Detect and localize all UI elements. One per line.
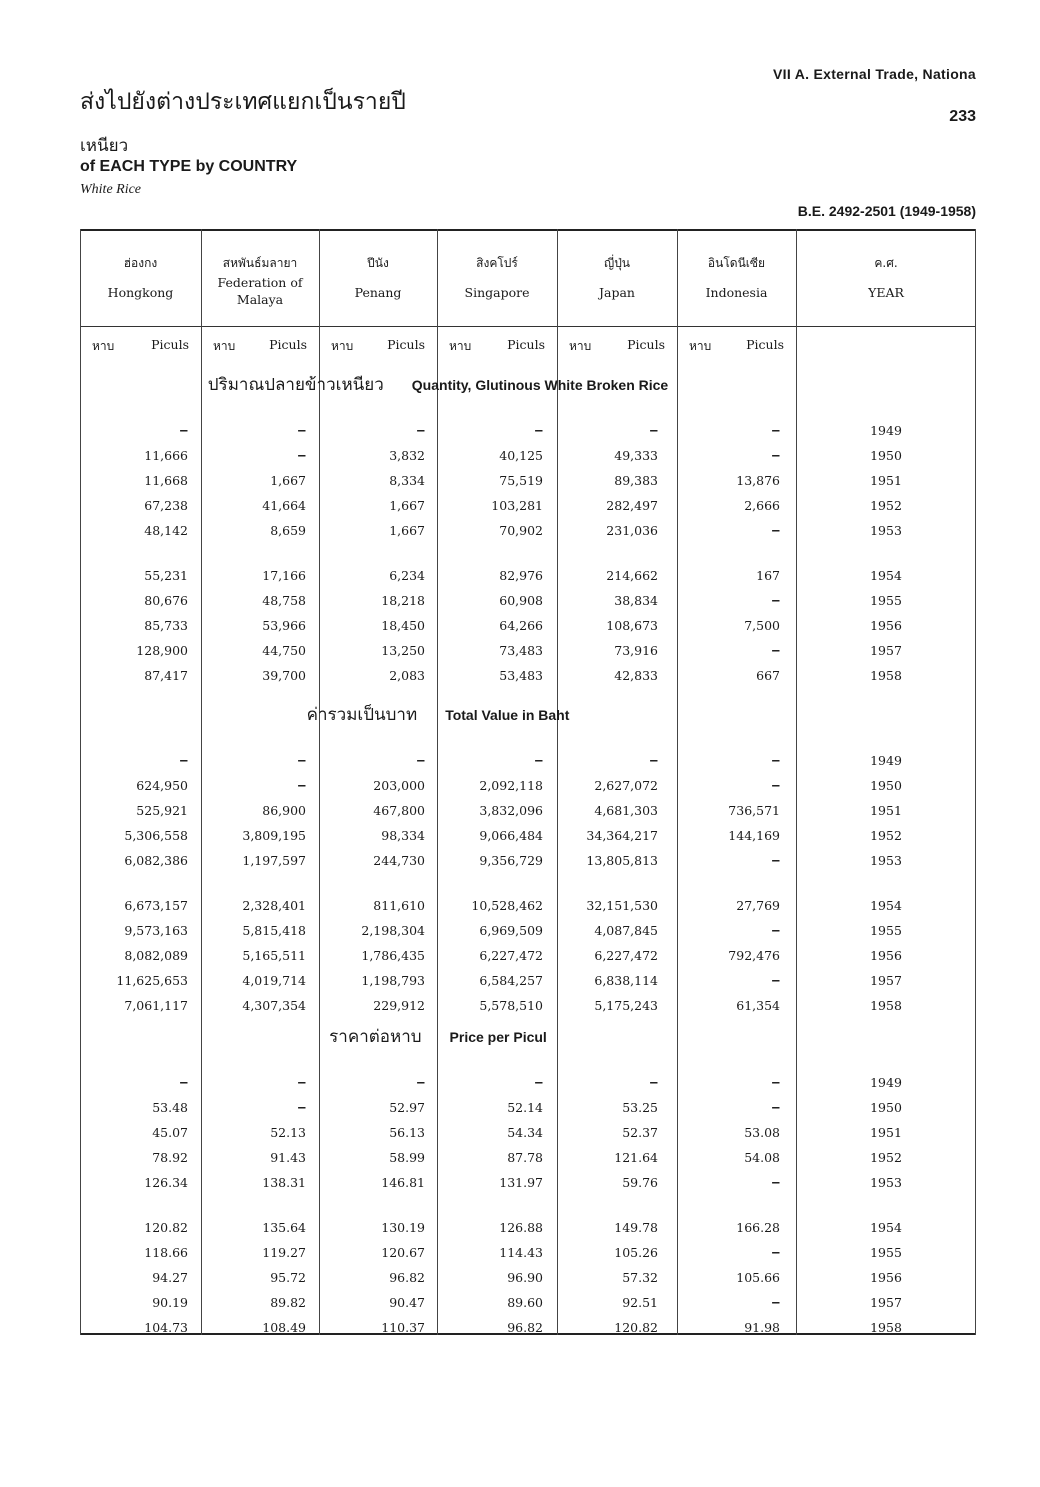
- value-cell: –: [534, 752, 543, 769]
- value-cell: 167: [756, 568, 780, 583]
- column-header-thai: ค.ศ.: [874, 256, 898, 270]
- value-cell: 52.37: [622, 1125, 658, 1140]
- value-cell: 53.25: [622, 1100, 658, 1115]
- value-cell: –: [534, 1074, 543, 1091]
- value-cell: 73,916: [614, 643, 658, 658]
- value-cell: 8,659: [270, 523, 306, 538]
- section-title-english: Price per Picul: [449, 1029, 547, 1045]
- page-number: 233: [949, 108, 976, 125]
- value-cell: 135.64: [262, 1220, 306, 1235]
- value-cell: –: [771, 642, 780, 659]
- value-cell: 8,082,089: [124, 948, 188, 963]
- value-cell: 6,227,472: [594, 948, 658, 963]
- value-cell: 3,832: [389, 448, 425, 463]
- unit-english: Piculs: [627, 337, 665, 352]
- data-table: [80, 229, 976, 1335]
- value-cell: 70,902: [499, 523, 543, 538]
- value-cell: 6,082,386: [124, 853, 188, 868]
- value-cell: 2,092,118: [479, 778, 543, 793]
- table-row: [80, 896, 976, 916]
- value-cell: 89.82: [270, 1295, 306, 1310]
- value-cell: 105.26: [614, 1245, 658, 1260]
- value-cell: 92.51: [622, 1295, 658, 1310]
- value-cell: 90.47: [389, 1295, 425, 1310]
- value-cell: 80,676: [144, 593, 188, 608]
- column-header: [201, 255, 319, 308]
- value-cell: –: [297, 1099, 306, 1116]
- year-cell: 1955: [870, 593, 902, 608]
- value-cell: 5,165,511: [242, 948, 306, 963]
- value-cell: –: [771, 422, 780, 439]
- year-cell: 1950: [870, 778, 902, 793]
- table-row: [80, 1243, 976, 1263]
- table-row: [80, 1173, 976, 1193]
- value-cell: 5,578,510: [479, 998, 543, 1013]
- value-cell: 91.43: [270, 1150, 306, 1165]
- value-cell: 2,198,304: [361, 923, 425, 938]
- value-cell: 118.66: [144, 1245, 188, 1260]
- year-cell: 1949: [870, 1075, 902, 1090]
- value-cell: 54.08: [744, 1150, 780, 1165]
- year-cell: 1953: [870, 1175, 902, 1190]
- table-row: [80, 801, 976, 821]
- value-cell: 3,832,096: [479, 803, 543, 818]
- year-cell: 1956: [870, 948, 902, 963]
- value-cell: 1,667: [270, 473, 306, 488]
- value-cell: 58.99: [389, 1150, 425, 1165]
- value-cell: 9,066,484: [479, 828, 543, 843]
- value-cell: 121.64: [614, 1150, 658, 1165]
- table-row: [80, 1268, 976, 1288]
- value-cell: 3,809,195: [242, 828, 306, 843]
- value-cell: –: [297, 752, 306, 769]
- value-cell: 103,281: [491, 498, 543, 513]
- value-cell: 38,834: [614, 593, 658, 608]
- value-cell: 18,218: [381, 593, 425, 608]
- value-cell: 52.97: [389, 1100, 425, 1115]
- value-cell: 13,250: [381, 643, 425, 658]
- value-cell: 96.82: [507, 1320, 543, 1335]
- value-cell: 73,483: [499, 643, 543, 658]
- value-cell: 95.72: [270, 1270, 306, 1285]
- value-cell: 32,151,530: [586, 898, 658, 913]
- value-cell: 120.82: [614, 1320, 658, 1335]
- value-cell: 525,921: [136, 803, 188, 818]
- value-cell: 86,900: [262, 803, 306, 818]
- value-cell: –: [179, 752, 188, 769]
- header-rule: [80, 326, 976, 327]
- unit-english: Piculs: [507, 337, 545, 352]
- year-cell: 1953: [870, 523, 902, 538]
- table-row: [80, 776, 976, 796]
- value-cell: –: [771, 592, 780, 609]
- table-row: [80, 1098, 976, 1118]
- value-cell: 57.32: [622, 1270, 658, 1285]
- column-header-thai: สิงคโปร์: [476, 256, 518, 270]
- column-header-thai: ญี่ปุ่น: [603, 256, 631, 270]
- year-cell: 1954: [870, 568, 902, 583]
- table-row: [80, 1218, 976, 1238]
- value-cell: 811,610: [373, 898, 425, 913]
- table-row: [80, 1318, 976, 1338]
- column-header-english-line2: Malaya: [236, 292, 284, 307]
- year-cell: 1952: [870, 828, 902, 843]
- value-cell: 90.19: [152, 1295, 188, 1310]
- value-cell: 53.08: [744, 1125, 780, 1140]
- value-cell: 13,876: [736, 473, 780, 488]
- value-cell: 4,087,845: [594, 923, 658, 938]
- value-cell: 6,969,509: [479, 923, 543, 938]
- year-cell: 1955: [870, 923, 902, 938]
- value-cell: –: [534, 422, 543, 439]
- value-cell: 131.97: [499, 1175, 543, 1190]
- value-cell: 6,673,157: [124, 898, 188, 913]
- year-cell: 1950: [870, 1100, 902, 1115]
- value-cell: 120.82: [144, 1220, 188, 1235]
- value-cell: –: [771, 447, 780, 464]
- year-cell: 1956: [870, 1270, 902, 1285]
- value-cell: 34,364,217: [586, 828, 658, 843]
- table-row: [80, 566, 976, 586]
- value-cell: –: [416, 752, 425, 769]
- value-cell: –: [179, 1074, 188, 1091]
- year-cell: 1949: [870, 423, 902, 438]
- table-row: [80, 641, 976, 661]
- value-cell: 44,750: [262, 643, 306, 658]
- table-row: [80, 616, 976, 636]
- value-cell: –: [297, 1074, 306, 1091]
- value-cell: 2,627,072: [594, 778, 658, 793]
- table-row: [80, 666, 976, 686]
- value-cell: 736,571: [728, 803, 780, 818]
- value-cell: –: [297, 777, 306, 794]
- year-cell: 1951: [870, 1125, 902, 1140]
- table-row: [80, 1073, 976, 1093]
- year-cell: 1958: [870, 668, 902, 683]
- value-cell: 1,197,597: [242, 853, 306, 868]
- value-cell: 27,769: [736, 898, 780, 913]
- value-cell: 4,307,354: [242, 998, 306, 1013]
- value-cell: 17,166: [262, 568, 306, 583]
- value-cell: 792,476: [728, 948, 780, 963]
- value-cell: 126.88: [499, 1220, 543, 1235]
- table-row: [80, 851, 976, 871]
- value-cell: –: [771, 852, 780, 869]
- column-header: [319, 255, 437, 301]
- value-cell: –: [771, 1244, 780, 1261]
- value-cell: 9,356,729: [479, 853, 543, 868]
- value-cell: 4,681,303: [594, 803, 658, 818]
- value-cell: –: [649, 752, 658, 769]
- year-cell: 1958: [870, 998, 902, 1013]
- value-cell: 52.13: [270, 1125, 306, 1140]
- value-cell: 98,334: [381, 828, 425, 843]
- year-cell: 1957: [870, 1295, 902, 1310]
- value-cell: 104.73: [144, 1320, 188, 1335]
- value-cell: 11,668: [144, 473, 188, 488]
- value-cell: 96.90: [507, 1270, 543, 1285]
- value-cell: 61,354: [736, 998, 780, 1013]
- value-cell: 128,900: [136, 643, 188, 658]
- value-cell: 75,519: [499, 473, 543, 488]
- value-cell: 89,383: [614, 473, 658, 488]
- table-row: [80, 751, 976, 771]
- year-cell: 1952: [870, 498, 902, 513]
- year-cell: 1958: [870, 1320, 902, 1335]
- unit-label: [92, 337, 189, 356]
- value-cell: 126.34: [144, 1175, 188, 1190]
- column-header: [677, 255, 796, 301]
- value-cell: 45.07: [152, 1125, 188, 1140]
- value-cell: 7,061,117: [124, 998, 188, 1013]
- value-cell: 49,333: [614, 448, 658, 463]
- year-cell: 1954: [870, 1220, 902, 1235]
- value-cell: –: [771, 972, 780, 989]
- value-cell: 96.82: [389, 1270, 425, 1285]
- value-cell: 5,815,418: [242, 923, 306, 938]
- value-cell: 231,036: [606, 523, 658, 538]
- column-header-english: Penang: [354, 285, 402, 300]
- column-header-thai: ปีนัง: [367, 256, 389, 270]
- column-header-english: Federation of: [217, 275, 303, 290]
- value-cell: 229,912: [373, 998, 425, 1013]
- table-row: [80, 921, 976, 941]
- value-cell: 105.66: [736, 1270, 780, 1285]
- value-cell: 130.19: [381, 1220, 425, 1235]
- value-cell: 149.78: [614, 1220, 658, 1235]
- value-cell: 2,083: [389, 668, 425, 683]
- value-cell: 53,966: [262, 618, 306, 633]
- unit-english: Piculs: [387, 337, 425, 352]
- column-header-english: Hongkong: [107, 285, 174, 300]
- value-cell: 667: [756, 668, 780, 683]
- table-row: [80, 446, 976, 466]
- value-cell: 87.78: [507, 1150, 543, 1165]
- column-header-thai: ฮ่องกง: [123, 256, 158, 270]
- value-cell: –: [416, 1074, 425, 1091]
- value-cell: 203,000: [373, 778, 425, 793]
- value-cell: 39,700: [262, 668, 306, 683]
- value-cell: 4,019,714: [242, 973, 306, 988]
- year-cell: 1950: [870, 448, 902, 463]
- column-header-english: Japan: [599, 285, 635, 300]
- value-cell: 89.60: [507, 1295, 543, 1310]
- unit-label: [331, 337, 425, 356]
- value-cell: –: [649, 1074, 658, 1091]
- value-cell: –: [771, 1099, 780, 1116]
- table-subtitle: White Rice: [80, 182, 142, 197]
- year-cell: 1952: [870, 1150, 902, 1165]
- value-cell: –: [771, 1074, 780, 1091]
- column-header-english: YEAR: [868, 285, 904, 300]
- value-cell: 56.13: [389, 1125, 425, 1140]
- value-cell: 64,266: [499, 618, 543, 633]
- section-header: VII A. External Trade, Nationa: [773, 66, 976, 82]
- unit-english: Piculs: [269, 337, 307, 352]
- unit-thai: หาบ: [213, 339, 236, 353]
- year-cell: 1953: [870, 853, 902, 868]
- column-header: [80, 255, 201, 301]
- table-row: [80, 496, 976, 516]
- thai-subtitle: เหนียว: [80, 136, 129, 156]
- value-cell: –: [771, 752, 780, 769]
- value-cell: 1,786,435: [361, 948, 425, 963]
- value-cell: 119.27: [262, 1245, 306, 1260]
- section-title: [80, 371, 796, 398]
- value-cell: 282,497: [606, 498, 658, 513]
- value-cell: 41,664: [262, 498, 306, 513]
- value-cell: 48,758: [262, 593, 306, 608]
- column-header: [557, 255, 677, 301]
- value-cell: 18,450: [381, 618, 425, 633]
- value-cell: 8,334: [389, 473, 425, 488]
- section-title-thai: ราคาต่อหาบ: [329, 1027, 422, 1047]
- table-row: [80, 946, 976, 966]
- year-cell: 1955: [870, 1245, 902, 1260]
- unit-label: [569, 337, 665, 356]
- value-cell: 1,198,793: [361, 973, 425, 988]
- value-cell: 53,483: [499, 668, 543, 683]
- column-header-english: Indonesia: [705, 285, 768, 300]
- table-row: [80, 521, 976, 541]
- column-header-english: Singapore: [464, 285, 530, 300]
- value-cell: 2,666: [744, 498, 780, 513]
- value-cell: 78.92: [152, 1150, 188, 1165]
- value-cell: 82,976: [499, 568, 543, 583]
- column-header: [796, 255, 976, 301]
- value-cell: 6,227,472: [479, 948, 543, 963]
- value-cell: 5,175,243: [594, 998, 658, 1013]
- value-cell: 6,584,257: [479, 973, 543, 988]
- table-row: [80, 1148, 976, 1168]
- unit-english: Piculs: [151, 337, 189, 352]
- value-cell: 59.76: [622, 1175, 658, 1190]
- value-cell: 85,733: [144, 618, 188, 633]
- thai-title: ส่งไปยังต่างประเทศแยกเป็นรายปี: [80, 89, 406, 115]
- table-row: [80, 421, 976, 441]
- value-cell: 1,667: [389, 498, 425, 513]
- section-title: [80, 1023, 796, 1050]
- table-row: [80, 591, 976, 611]
- value-cell: 9,573,163: [124, 923, 188, 938]
- value-cell: 6,838,114: [594, 973, 658, 988]
- value-cell: 120.67: [381, 1245, 425, 1260]
- year-cell: 1957: [870, 973, 902, 988]
- table-row: [80, 1123, 976, 1143]
- value-cell: 146.81: [381, 1175, 425, 1190]
- value-cell: 138.31: [262, 1175, 306, 1190]
- section-title: [80, 701, 796, 728]
- unit-english: Piculs: [746, 337, 784, 352]
- value-cell: 91.98: [744, 1320, 780, 1335]
- column-header-thai: สหพันธ์มลายา: [222, 256, 298, 270]
- value-cell: 13,805,813: [586, 853, 658, 868]
- value-cell: 467,800: [373, 803, 425, 818]
- value-cell: 48,142: [144, 523, 188, 538]
- table-row: [80, 1293, 976, 1313]
- unit-label: [449, 337, 545, 356]
- value-cell: –: [771, 922, 780, 939]
- section-title-english: Quantity, Glutinous White Broken Rice: [411, 377, 669, 393]
- value-cell: 114.43: [499, 1245, 543, 1260]
- unit-thai: หาบ: [331, 339, 354, 353]
- value-cell: –: [771, 522, 780, 539]
- value-cell: 244,730: [373, 853, 425, 868]
- value-cell: 60,908: [499, 593, 543, 608]
- table-title: of EACH TYPE by COUNTRY: [80, 158, 298, 175]
- section-title-english: Total Value in Baht: [445, 707, 570, 723]
- value-cell: 40,125: [499, 448, 543, 463]
- value-cell: 1,667: [389, 523, 425, 538]
- column-header: [437, 255, 557, 301]
- value-cell: –: [179, 422, 188, 439]
- unit-label: [213, 337, 307, 356]
- value-cell: –: [771, 1294, 780, 1311]
- unit-thai: หาบ: [569, 339, 592, 353]
- period-label: B.E. 2492-2501 (1949-1958): [797, 203, 976, 219]
- value-cell: 144,169: [728, 828, 780, 843]
- section-title-thai: ค่ารวมเป็นบาท: [306, 705, 418, 725]
- value-cell: 6,234: [389, 568, 425, 583]
- value-cell: 55,231: [144, 568, 188, 583]
- table-row: [80, 971, 976, 991]
- value-cell: –: [771, 1174, 780, 1191]
- value-cell: 166.28: [736, 1220, 780, 1235]
- value-cell: 11,666: [144, 448, 188, 463]
- unit-label: [689, 337, 784, 356]
- year-cell: 1957: [870, 643, 902, 658]
- value-cell: 624,950: [136, 778, 188, 793]
- value-cell: 5,306,558: [124, 828, 188, 843]
- value-cell: 67,238: [144, 498, 188, 513]
- table-row: [80, 826, 976, 846]
- table-row: [80, 471, 976, 491]
- value-cell: 11,625,653: [116, 973, 188, 988]
- value-cell: –: [649, 422, 658, 439]
- year-cell: 1949: [870, 753, 902, 768]
- table-top-rule: [80, 229, 976, 231]
- section-title-thai: ปริมาณปลายข้าวเหนียว: [207, 375, 384, 395]
- value-cell: 110.37: [381, 1320, 425, 1335]
- table-row: [80, 996, 976, 1016]
- value-cell: 214,662: [606, 568, 658, 583]
- value-cell: 54.34: [507, 1125, 543, 1140]
- value-cell: 10,528,462: [471, 898, 543, 913]
- value-cell: 94.27: [152, 1270, 188, 1285]
- year-cell: 1951: [870, 473, 902, 488]
- value-cell: –: [297, 447, 306, 464]
- value-cell: –: [416, 422, 425, 439]
- value-cell: 7,500: [744, 618, 780, 633]
- value-cell: 108,673: [606, 618, 658, 633]
- value-cell: 53.48: [152, 1100, 188, 1115]
- unit-thai: หาบ: [449, 339, 472, 353]
- value-cell: 108.49: [262, 1320, 306, 1335]
- value-cell: –: [771, 777, 780, 794]
- value-cell: 87,417: [144, 668, 188, 683]
- year-cell: 1956: [870, 618, 902, 633]
- value-cell: 42,833: [614, 668, 658, 683]
- year-cell: 1954: [870, 898, 902, 913]
- year-cell: 1951: [870, 803, 902, 818]
- value-cell: 52.14: [507, 1100, 543, 1115]
- column-header-thai: อินโดนีเซีย: [707, 256, 766, 270]
- unit-thai: หาบ: [689, 339, 712, 353]
- unit-thai: หาบ: [92, 339, 115, 353]
- value-cell: –: [297, 422, 306, 439]
- value-cell: 2,328,401: [242, 898, 306, 913]
